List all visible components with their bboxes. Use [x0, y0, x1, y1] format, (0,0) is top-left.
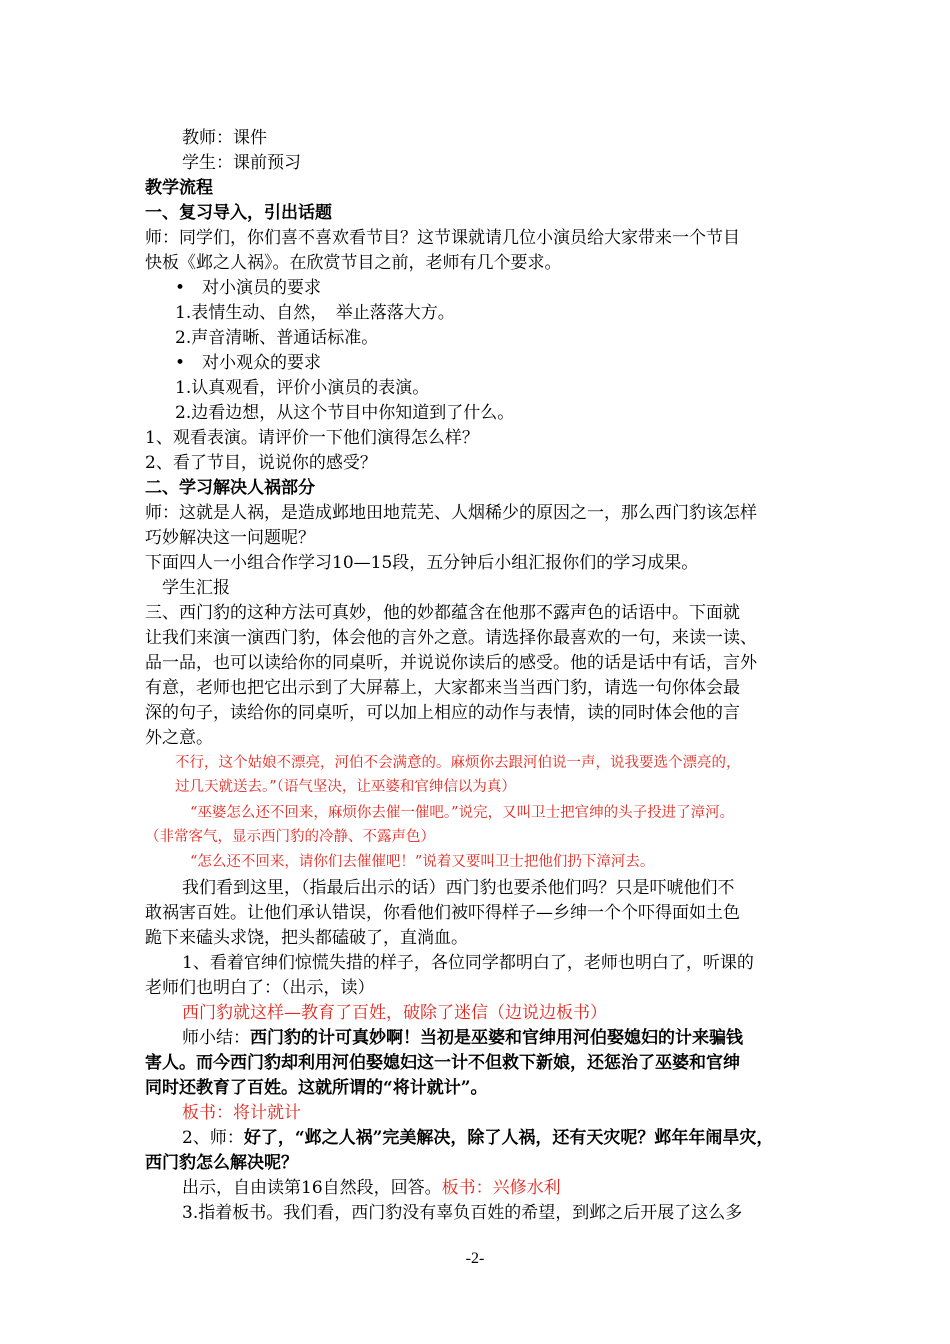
quote-line: “巫婆怎么还不回来，麻烦你去催一催吧。”说完，又叫卫士把官绅的头子投进了漳河。 [190, 805, 735, 821]
text-line: 跪下来磕头求饶，把头都磕破了，直淌血。 [145, 928, 468, 948]
text-line: 1.表情生动、自然， 举止落落大方。 [175, 303, 455, 323]
summary-line [182, 1026, 743, 1050]
text-line: 师：这就是人祸，是造成邺地田地荒芜、人烟稀少的原因之一，那么西门豹该怎样 [145, 503, 757, 523]
text-line: 老师们也明白了：（出示，读） [145, 978, 375, 998]
summary-text: 害人。而今西门豹却利用河伯娶媳妇这一计不但救下新娘，还惩治了巫婆和官绅 [145, 1053, 740, 1073]
quote-line: 不行，这个姑娘不漂亮，河伯不会满意的。麻烦你去跟河伯说一声，说我要选个漂亮的， [175, 755, 741, 771]
question-text: 好了，“邺之人祸”完美解决，除了人祸，还有天灾呢？邺年年闹旱灾， [243, 1128, 774, 1148]
text-line: 让我们来演一演西门豹，体会他的言外之意。请选择你最喜欢的一句，来读一读、 [145, 628, 757, 648]
text-line: 我们看到这里，（指最后出示的话）西门豹也要杀他们吗？只是吓唬他们不 [182, 878, 735, 898]
question-label: 2、师： [182, 1128, 244, 1148]
text-line [182, 1176, 561, 1200]
text-line: 敢祸害百姓。让他们承认错误，你看他们被吓得样子—乡绅一个个吓得面如土色 [145, 903, 740, 923]
text-line: 外之意。 [145, 728, 213, 748]
section-heading: 教学流程 [145, 178, 213, 198]
board-note: 板书：兴修水利 [441, 1178, 561, 1198]
summary-label: 师小结： [182, 1028, 250, 1048]
text-line: 学生：课前预习 [182, 153, 301, 173]
text-line: 三、西门豹的这种方法可真妙，他的妙都蕴含在他那不露声色的话语中。下面就 [145, 603, 740, 623]
text-line: 教师：课件 [182, 128, 267, 148]
summary-text: 西门豹的计可真妙啊！当初是巫婆和官绅用河伯娶媳妇的计来骗钱 [250, 1028, 743, 1048]
bullet-item: • 对小观众的要求 [175, 353, 322, 373]
text-line: 1.认真观看，评价小演员的表演。 [175, 378, 430, 398]
text-line: 师：同学们，你们喜不喜欢看节目？这节课就请几位小演员给大家带来一个节目 [145, 228, 740, 248]
text-line: 2.声音清晰、普通话标准。 [175, 328, 379, 348]
text-line: 巧妙解决这一问题呢？ [145, 528, 315, 548]
section-heading: 一、复习导入，引出话题 [145, 203, 332, 223]
instruction-text: 出示，自由读第16自然段，回答。 [182, 1178, 442, 1198]
text-line: 2.边看边想，从这个节目中你知道到了什么。 [175, 403, 515, 423]
board-note: 西门豹就这样—教育了百姓，破除了迷信（边说边板书） [182, 1003, 607, 1023]
quote-line: （非常客气，显示西门豹的冷静、不露声色） [145, 829, 435, 845]
bullet-item: • 对小演员的要求 [175, 278, 322, 298]
text-line: 1、看着官绅们惊慌失措的样子，各位同学都明白了，老师也明白了，听课的 [182, 953, 754, 973]
text-line: 3.指着板书。我们看，西门豹没有辜负百姓的希望，到邺之后开展了这么多 [182, 1203, 743, 1223]
quote-line: “怎么还不回来，请你们去催催吧！”说着又要叫卫士把他们扔下漳河去。 [190, 854, 655, 870]
board-note: 板书：将计就计 [182, 1103, 301, 1123]
text-line: 有意，老师也把它出示到了大屏幕上，大家都来当当西门豹，请选一句你体会最 [145, 678, 740, 698]
text-line: 深的句子，读给你的同桌听，可以加上相应的动作与表情，读的同时体会他的言 [145, 703, 740, 723]
text-line: 1、观看表演。请评价一下他们演得怎么样？ [145, 428, 479, 448]
text-line: 学生汇报 [162, 578, 230, 598]
summary-text: 同时还教育了百姓。这就所谓的“将计就计”。 [145, 1078, 488, 1098]
text-line [182, 1126, 773, 1150]
text-line: 2、看了节目，说说你的感受？ [145, 453, 377, 473]
text-line: 品一品，也可以读给你的同桌听，并说说你读后的感受。他的话是话中有话，言外 [145, 653, 757, 673]
question-text: 西门豹怎么解决呢？ [145, 1153, 298, 1173]
section-heading: 二、学习解决人祸部分 [145, 478, 315, 498]
quote-line: 过几天就送去。”（语气坚决，让巫婆和官绅信以为真） [175, 779, 516, 795]
text-line: 下面四人一小组合作学习10—15段，五分钟后小组汇报你们的学习成果。 [145, 553, 699, 573]
text-line: 快板《邺之人祸》。在欣赏节目之前，老师有几个要求。 [145, 253, 562, 273]
page-number: -2- [465, 1250, 485, 1267]
